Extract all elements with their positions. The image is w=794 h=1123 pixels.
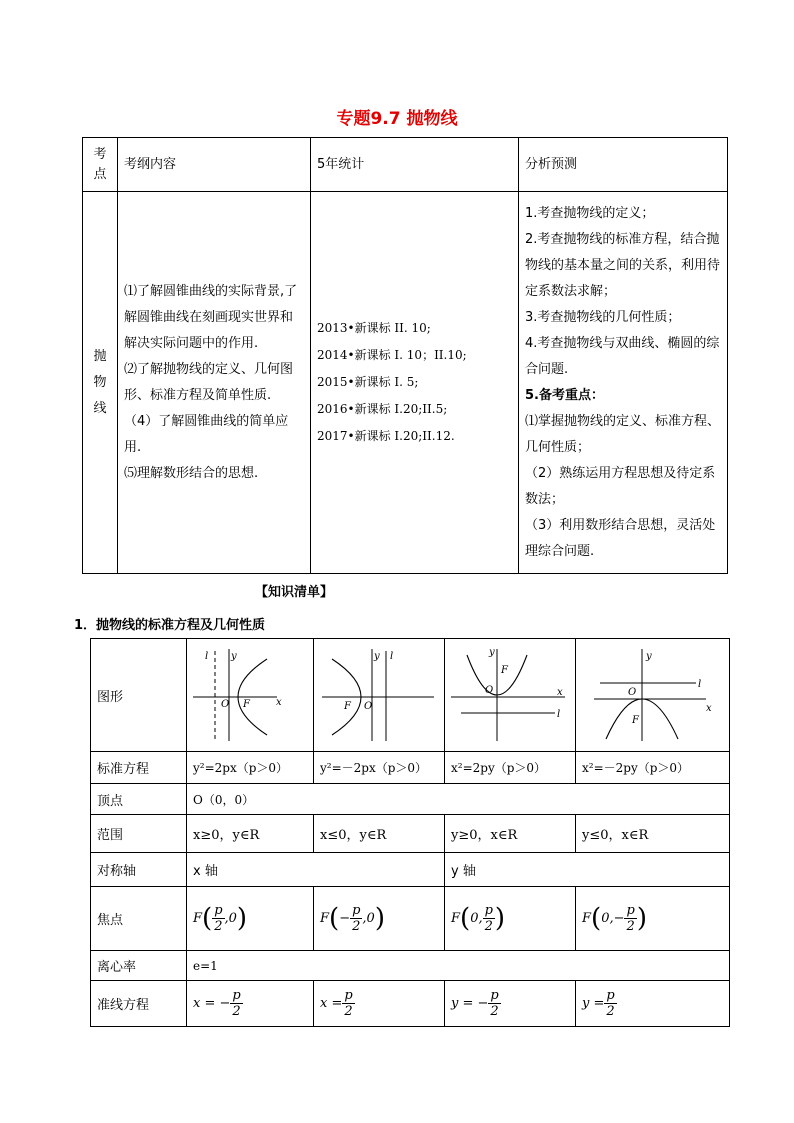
equation-3: x²=2py（p＞0） [445, 752, 576, 784]
focus-2: F(− $\frac{p}{2}$ ,0) [314, 887, 445, 951]
stats-item: 2014•新课标 I. 10；II.10; [317, 348, 467, 362]
row-label-directrix: 准线方程 [91, 981, 187, 1027]
properties-table [90, 638, 730, 1027]
stats-item: 2017•新课标 I.20;II.12. [317, 429, 455, 443]
label-l: l [697, 679, 701, 690]
vertex-value: O（0，0） [187, 784, 730, 815]
directrix-4: y = $\frac{p}{2}$ [576, 981, 730, 1027]
directrix-1: x = − $\frac{p}{2}$ [187, 981, 314, 1027]
outline-item: ⑴了解圆锥曲线的实际背景,了解圆锥曲线在刻画现实世界和解决实际问题中的作用. [124, 283, 298, 351]
equation-4: x²=－2py（p＞0） [576, 752, 730, 784]
header-outline: 考纲内容 [118, 138, 311, 192]
stats-item: 2015•新课标 I. 5; [317, 375, 419, 389]
axis-x: x 轴 [187, 853, 445, 887]
range-1: x≥0，y∈R [187, 815, 314, 853]
label-f: F [243, 699, 250, 710]
outline-item: ⑵了解抛物线的定义、几何图形、标准方程及简单性质. [124, 361, 294, 403]
focus-item: （2）熟练运用方程思想及待定系数法； [525, 465, 716, 507]
section-heading: 【知识清单】 [255, 585, 334, 600]
row-label-figure: 图形 [91, 639, 187, 752]
label-f: F [631, 715, 639, 726]
label-x: x [705, 703, 712, 714]
label-y: y [231, 651, 237, 662]
focus-1: F( $\frac{p}{2}$ ,0) [187, 887, 314, 951]
focus-3: F(0, $\frac{p}{2}$ ) [445, 887, 576, 951]
outline-item: （4）了解圆锥曲线的简单应用. [124, 413, 289, 455]
label-y: y [374, 651, 380, 662]
parabola-left-graph [314, 639, 444, 747]
analysis-item: 3.考查抛物线的几何性质； [525, 309, 681, 325]
analysis-cell [519, 192, 728, 574]
label-y: y [489, 647, 495, 658]
row-label-focus: 焦点 [91, 887, 187, 951]
eccentricity-value: e=1 [187, 951, 730, 981]
stats-item: 2016•新课标 I.20;II.5; [317, 402, 448, 416]
row-label-range: 范围 [91, 815, 187, 853]
focus-item: ⑴掌握抛物线的定义、标准方程、几何性质； [525, 413, 721, 455]
analysis-item: 1.考查抛物线的定义； [525, 205, 655, 221]
label-f: F [501, 665, 508, 676]
header-stats: 5年统计 [311, 138, 519, 192]
label-y: y [645, 651, 652, 662]
topic-cell: 抛物线 [83, 192, 118, 574]
figure-1 [187, 639, 314, 752]
exam-table [82, 137, 728, 574]
stats-cell [311, 192, 519, 574]
page-title: 专题9.7 抛物线 [336, 109, 458, 129]
label-x: x [557, 687, 563, 698]
row-label-axis: 对称轴 [91, 853, 187, 887]
figure-2 [314, 639, 445, 752]
label-x: x [276, 697, 282, 708]
label-f: F [344, 701, 351, 712]
directrix-2: x = $\frac{p}{2}$ [314, 981, 445, 1027]
label-l: l [390, 651, 394, 662]
label-l: l [557, 709, 561, 720]
focus-4: F(0,− $\frac{p}{2}$ ) [576, 887, 730, 951]
parabola-up-graph [445, 639, 575, 747]
axis-y: y 轴 [445, 853, 730, 887]
outline-item: ⑸理解数形结合的思想. [124, 465, 259, 481]
analysis-item: 4.考查抛物线与双曲线、椭圆的综合问题. [525, 335, 720, 377]
stats-item: 2013•新课标 II. 10; [317, 321, 431, 335]
label-o: O [485, 685, 494, 696]
equation-2: y²=－2px（p＞0） [314, 752, 445, 784]
range-4: y≤0，x∈R [576, 815, 730, 853]
focus-title: 5.备考重点： [525, 387, 604, 403]
outline-cell [118, 192, 311, 574]
label-o: O [364, 701, 373, 712]
directrix-3: y = − $\frac{p}{2}$ [445, 981, 576, 1027]
header-analysis: 分析预测 [519, 138, 728, 192]
range-2: x≤0，y∈R [314, 815, 445, 853]
section-title: 1．抛物线的标准方程及几何性质 [74, 618, 266, 633]
label-l: l [205, 651, 209, 662]
label-o: O [627, 687, 636, 698]
range-3: y≥0，x∈R [445, 815, 576, 853]
header-topic: 考点 [83, 138, 118, 192]
figure-4 [576, 639, 730, 752]
row-label-vertex: 顶点 [91, 784, 187, 815]
parabola-down-graph [586, 639, 720, 747]
focus-item: （3）利用数形结合思想，灵活处理综合问题. [525, 517, 716, 559]
equation-1: y²=2px（p＞0） [187, 752, 314, 784]
row-label-eccentricity: 离心率 [91, 951, 187, 981]
analysis-item: 2.考查抛物线的标准方程，结合抛物线的基本量之间的关系，利用待定系数法求解； [525, 231, 721, 299]
parabola-right-graph [187, 639, 313, 747]
row-label-equation: 标准方程 [91, 752, 187, 784]
figure-3 [445, 639, 576, 752]
label-o: O [221, 699, 230, 710]
